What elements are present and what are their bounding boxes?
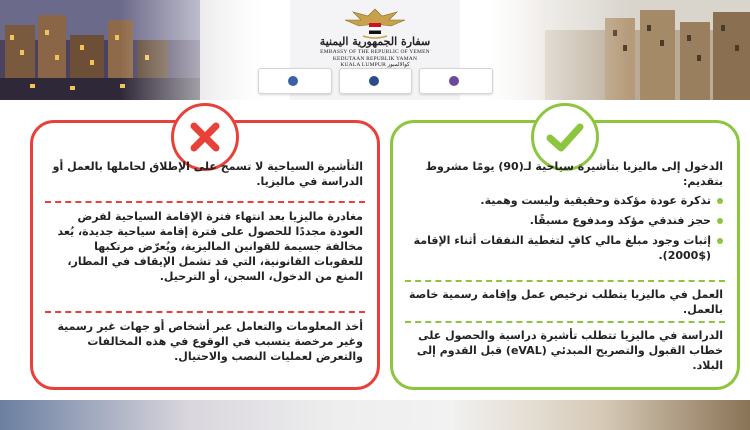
embassy-name-arabic: سفارة الجمهورية اليمنية [319,35,431,48]
embassy-name-english-line1: EMBASSY OF THE REPUBLIC OF YEMEN [320,49,430,55]
divider [405,321,725,323]
partner-logo-1 [258,68,332,94]
requirement-hotel-booking: حجز فندقي مؤكد ومدفوع مسبقًا. [407,213,723,228]
allowed-work-note: العمل في ماليزيا يتطلب ترخيص عمل وإقامة رسمية خاصة بالعمل. [409,288,723,316]
allowed-card [390,120,740,390]
embassy-name-malay: KEDUTAAN REPUBLIK YAMAN [332,55,418,62]
partner-logo-1-icon [288,76,298,86]
divider [45,201,365,203]
embassy-city-arabic: كوالالمبور [387,62,410,68]
partner-logo-3 [419,68,493,94]
header-banner [0,0,750,100]
partner-logos [258,68,493,94]
embassy-name-english [270,49,480,69]
partner-logo-3-icon [449,76,459,86]
divider [45,311,365,313]
prohibited-block-1: التأشيرة السياحية لا تسمح على الإطلاق لحاملها بالعمل أو الدراسة في ماليزيا. [52,160,363,188]
footer-banner [0,400,750,430]
divider [405,280,725,282]
prohibited-block-2: مغادرة ماليزيا بعد انتهاء فترة الإقامة السياحية لفرض العودة مجددًا للحصول على فترة إقامة سياحية جديدة، يُعد مخالفة جسيمة للقوانين الماليزية، ويُعرّض مرتكبها للعقوبات القانونية، التي قد تشمل الإيقاف في المطار، المنع من الدخول، السجن، أو الترحيل. [57,210,363,283]
embassy-city-english: KUALA LUMPUR [340,62,386,68]
partner-logo-2 [339,68,413,94]
allowed-intro: الدخول إلى ماليزيا بتأشيرة سياحية لـ(90) يومًا مشروط بتقديم: [425,160,723,188]
allowed-study-note: الدراسة في ماليزيا تتطلب تأشيرة دراسية والحصول على خطاب القبول والتصريح المبدئي (eVAL) قبل القدوم إلى البلاد. [416,329,723,372]
requirement-funds: إثبات وجود مبلغ مالي كافٍ لتغطية النفقات أثناء الإقامة ($2000). [407,233,723,263]
partner-logo-2-icon [369,76,379,86]
prohibited-card [30,120,380,390]
prohibited-block-3: أخذ المعلومات والتعامل عبر أشخاص أو جهات غير رسمية وغير مرخصة يتسبب في الوقوع في هذه المخالفات والتعرض لعمليات النصب والاحتيال. [57,320,363,363]
requirement-return-ticket: تذكرة عودة مؤكدة وحقيقية وليست وهمية. [407,193,723,208]
allowed-requirements-list [407,193,723,268]
